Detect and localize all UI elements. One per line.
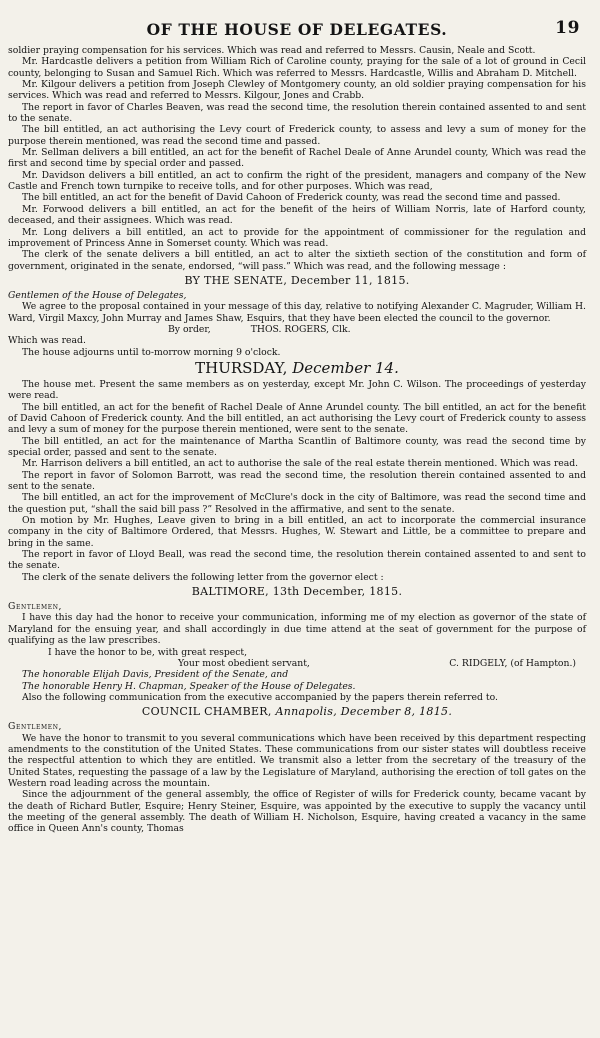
letter-closing: I have the honor to be, with great respect,	[48, 646, 248, 658]
paragraph: The report in favor of Lloyd Beall, was read the second time, the resolution therein contained assented to and sent to the senate.	[8, 549, 586, 572]
letter-body: I have this day had the honor to receive your communication, informing me of my election as governor of the state of Maryland for the ensuing year, and shall accordingly in due time attend at the seat of government for the purpose of qualifying as the law prescribes.	[8, 612, 586, 647]
page-title: OF THE HOUSE OF DELEGATES.	[146, 20, 448, 39]
letter-heading: BALTIMORE, 13th December, 1815.	[191, 585, 403, 599]
council-body: Since the adjournment of the general assembly, the office of Register of wills for Frederick county, became vacant by the death of Richard Butler, Esquire; Henry Steiner, Esquire, was appointed by the executive to supply the vacancy until the meeting of the general assembly. The death of William H. Nicholson, Esquire, having created a vacancy in the same office in Queen Ann's county, Thomas	[8, 789, 586, 835]
senate-clerk: THOS. ROGERS, Clk.	[250, 323, 351, 335]
adjournment: The house adjourns until to-morrow morning 9 o'clock.	[22, 346, 281, 358]
letter-salutation: Gentlemen,	[8, 601, 63, 613]
senate-signature	[8, 324, 586, 335]
paragraph: Mr. Sellman delivers a bill entitled, an act for the benefit of Rachel Deale of Anne Arundel county, Which was read the first and second time by special order and passed.	[8, 147, 586, 170]
paragraph: The report in favor of Charles Beaven, was read the second time, the resolution therein contained assented to and sent to the senate.	[8, 101, 586, 125]
senate-message-heading: BY THE SENATE, December 11, 1815.	[184, 273, 410, 287]
paragraph: The clerk of the senate delivers a bill entitled, an act to alter the sixtieth section of the constitution and form of government, originated in the senate, endorsed, “will pass.” Which was read, and the following message :	[8, 249, 586, 272]
paragraph: The bill entitled, an act authorising the Levy court of Frederick county, to assess and levy a sum of money for the purpose therein mentioned, was read the second time and passed.	[8, 124, 586, 147]
senate-salutation: Gentlemen of the House of Delegates,	[8, 289, 187, 301]
by-order: By order,	[168, 323, 211, 335]
addressee: The honorable Henry H. Chapman, Speaker of the House of Delegates.	[22, 680, 356, 692]
paragraph: soldier praying compensation for his services. Which was read and referred to Messrs. Causin, Neale and Scott.	[8, 45, 536, 56]
letter-signature	[8, 658, 586, 669]
addressee: The honorable Elijah Davis, President of the Senate, and	[22, 669, 289, 681]
paragraph: The report in favor of Solomon Barrott, was read the second time, the resolution therein contained assented to and sent to the senate.	[8, 469, 586, 493]
paragraph: Mr. Hardcastle delivers a petition from William Rich of Caroline county, praying for the sale of a lot of ground in Cecil county, belonging to Susan and Samuel Rich. Which was referred to Messrs. Hardcastle, Willis and Abraham D. Mitchell.	[8, 56, 586, 79]
council-salutation: Gentlemen,	[8, 721, 63, 733]
paragraph: Mr. Kilgour delivers a petition from Joseph Clewley of Montgomery county, an old soldier praying compensation for his services. Which was read and referred to Messrs. Kilgour, Jones and Crabb.	[8, 79, 586, 102]
letter-servant: Your most obedient servant,	[178, 657, 310, 669]
paragraph: The bill entitled, an act for the improvement of McClure's dock in the city of Baltimore, was read the second time and the question put, “shall the said bill pass ?” Resolved in the affirmative, and sent to the senate.	[8, 492, 586, 515]
council-heading-place: Annapolis, December 8, 1815.	[275, 705, 453, 719]
page-number: 19	[555, 18, 580, 38]
paragraph: Mr. Long delivers a bill entitled, an act to provide for the appointment of commissioner for the regulation and improvement of Princess Anne in Somerset county. Which was read.	[8, 226, 586, 249]
paragraph: Also the following communication from the executive accompanied by the papers therein referred to.	[22, 691, 498, 703]
council-body: We have the honor to transmit to you several communications which have been received by this department respecting amendments to the constitution of the United States. These communications from our sister states will doubtless receive the respectful attention to which they are entitled. We transmit also a letter from the secretary of the treasury of the United States, requesting the passage of a law by the Legislature of Maryland, authorising the erection of toll gates on the Western road leading across the mountain.	[8, 732, 586, 789]
paragraph: The bill entitled, an act for the benefit of David Cahoon of Frederick county, was read the second time and passed.	[22, 192, 561, 204]
day-heading	[8, 360, 586, 377]
day-heading-day: THURSDAY,	[195, 358, 288, 377]
paragraph: The house met. Present the same members as on yesterday, except Mr. John C. Wilson. The proceedings of yesterday were read.	[8, 378, 586, 402]
paragraph: Mr. Harrison delivers a bill entitled, an act to authorise the sale of the real estate therein mentioned. Which was read.	[22, 458, 579, 470]
senate-message-body: We agree to the proposal contained in your message of this day, relative to notifying Alexander C. Magruder, William H. Ward, Virgil Maxcy, John Murray and James Shaw, Esquirs, that they have been elected the council to the governor.	[8, 301, 586, 324]
paragraph: Mr. Forwood delivers a bill entitled, an act for the benefit of the heirs of William Norris, late of Harford county, deceased, and their assignees. Which was read.	[8, 203, 586, 227]
paragraph: On motion by Mr. Hughes, Leave given to bring in a bill entitled, an act to incorporate the commercial insurance company in the city of Baltimore Ordered, that Messrs. Hughes, W. Stewart and Little, be a committee to prepare and bring in the same.	[8, 515, 586, 549]
paragraph: The bill entitled, an act for the maintenance of Martha Scantlin of Baltimore county, was read the second time by special order, passed and sent to the senate.	[8, 435, 586, 458]
paragraph: The bill entitled, an act for the benefit of Rachel Deale of Anne Arundel county. The bill entitled, an act for the benefit of David Cahoon of Frederick county. And the bill entitled, an act authorising the Levy court of Frederick county to assess and levy a sum of money for the purpose therein mentioned, were sent to the senate.	[8, 401, 586, 436]
day-heading-date: December 14.	[292, 358, 399, 377]
council-heading	[8, 704, 586, 719]
letter-signer: C. RIDGELY, (of Hampton.)	[449, 657, 576, 669]
paragraph: Mr. Davidson delivers a bill entitled, an act to confirm the right of the president, managers and company of the New Castle and French town turnpike to receive tolls, and for other purposes. Which was read,	[8, 169, 586, 193]
running-head	[8, 20, 586, 39]
paragraph: Which was read.	[8, 335, 86, 347]
council-heading-title: COUNCIL CHAMBER,	[141, 705, 272, 719]
paragraph: The clerk of the senate delivers the following letter from the governor elect :	[22, 571, 384, 583]
